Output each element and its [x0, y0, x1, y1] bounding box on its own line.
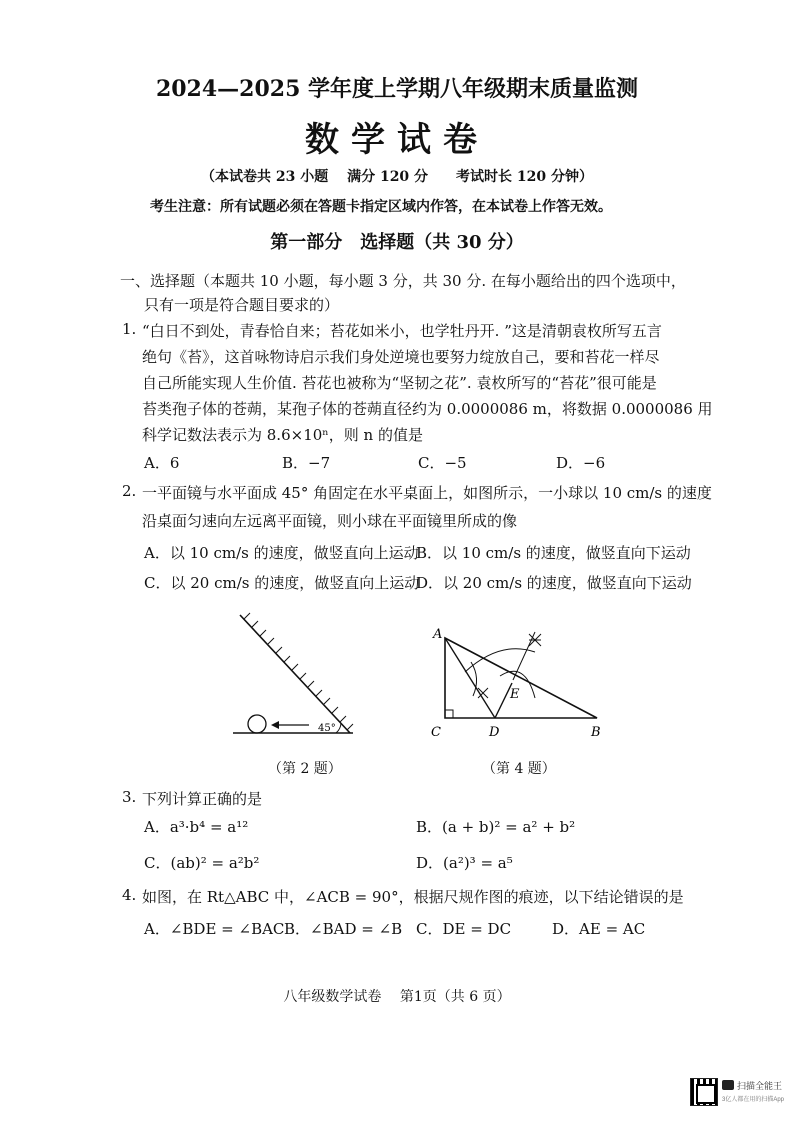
q2-number: 2.	[122, 482, 137, 500]
q3-option-b: B．(a + b)² = a² + b²	[416, 818, 576, 836]
part-title: 第一部分 选择题（共 30 分）	[270, 232, 524, 253]
q2-line: 一平面镜与水平面成 45° 角固定在水平桌面上，如图所示，一小球以 10 cm/s 的速度	[142, 484, 712, 502]
page-footer: 八年级数学试卷 第1页（共 6 页）	[283, 989, 511, 1005]
q1-line: “白日不到处，青春恰自来；苔花如米小，也学牡丹开. ”这是清朝袁枚所写五言	[142, 322, 662, 340]
q4-option-c: C．DE = DC	[416, 920, 512, 938]
figure-q2-angle-label: 45°	[318, 723, 336, 734]
q1-option-c: C．−5	[418, 454, 467, 472]
exam-subtitle: 数学试卷	[305, 120, 489, 160]
label-c: C	[431, 725, 441, 740]
q1-line: 苔类孢子体的苍蒴，某孢子体的苍蒴直径约为 0.0000086 m，将数据 0.0000086 用	[142, 400, 713, 418]
q4-stem: 如图，在 Rt△ABC 中，∠ACB = 90°，根据尺规作图的痕迹，以下结论错误的是	[142, 888, 684, 906]
q1-line: 绝句《苔》，这首咏物诗启示我们身处逆境也要努力绽放自己，要和苔花一样尽	[142, 348, 660, 366]
q3-number: 3.	[122, 788, 137, 806]
q1-line: 自己所能实现人生价值. 苔花也被称为“坚韧之花”. 袁枚所写的“苔花”很可能是	[142, 374, 657, 392]
label-e: E	[510, 687, 520, 702]
qr-code-icon	[690, 1078, 718, 1106]
scanner-logo-icon	[722, 1080, 734, 1090]
q3-stem: 下列计算正确的是	[142, 790, 263, 808]
q4-number: 4.	[122, 886, 137, 904]
q3-option-c: C．(ab)² = a²b²	[144, 854, 260, 872]
label-d: D	[489, 725, 500, 740]
q3-option-a: A．a³·b⁴ = a¹²	[144, 818, 249, 836]
section-heading-line1: 一、选择题（本题共 10 小题，每小题 3 分，共 30 分. 在每小题给出的四个选项中，	[120, 272, 686, 290]
q2-option-b: B．以 10 cm/s 的速度，做竖直向下运动	[416, 544, 691, 562]
exam-title: 2024—2025 学年度上学期八年级期末质量监测	[155, 76, 639, 102]
figure-q2-caption: （第 2 题）	[268, 761, 342, 777]
q2-option-d: D．以 20 cm/s 的速度，做竖直向下运动	[416, 574, 692, 592]
figure-q4-triangle	[425, 620, 615, 745]
notice-label: 考生注意：	[150, 199, 220, 215]
q2-option-a: A．以 10 cm/s 的速度，做竖直向上运动	[144, 544, 419, 562]
q1-line: 科学记数法表示为 8.6×10ⁿ，则 n 的值是	[142, 426, 423, 444]
q1-option-a: A．6	[144, 454, 180, 472]
q1-option-d: D．−6	[556, 454, 606, 472]
q2-line: 沿桌面匀速向左远离平面镜，则小球在平面镜里所成的像	[142, 512, 518, 530]
badge-name: 扫描全能王	[737, 1081, 783, 1091]
section-heading-line2: 只有一项是符合题目要求的）	[144, 296, 340, 314]
q4-option-b: B．∠BAD = ∠B	[284, 920, 403, 938]
figure-q2-mirror	[225, 605, 365, 745]
q3-option-d: D．(a²)³ = a⁵	[416, 854, 513, 872]
badge-sub: 3亿人都在用的扫描App	[722, 1097, 785, 1103]
exam-info: （本试卷共 23 小题 满分 120 分 考试时长 120 分钟）	[200, 169, 594, 185]
label-a: A	[433, 627, 443, 642]
exam-notice	[150, 196, 612, 216]
figure-q4-caption: （第 4 题）	[482, 761, 556, 777]
label-b: B	[591, 725, 601, 740]
q4-option-d: D．AE = AC	[552, 920, 646, 938]
q1-number: 1.	[122, 320, 137, 338]
q2-option-c: C．以 20 cm/s 的速度，做竖直向上运动	[144, 574, 420, 592]
scanner-badge	[690, 1078, 790, 1108]
notice-text: 所有试题必须在答题卡指定区域内作答，在本试卷上作答无效。	[220, 199, 612, 215]
q4-option-a: A．∠BDE = ∠BAC	[144, 920, 285, 938]
q1-option-b: B．−7	[282, 454, 331, 472]
